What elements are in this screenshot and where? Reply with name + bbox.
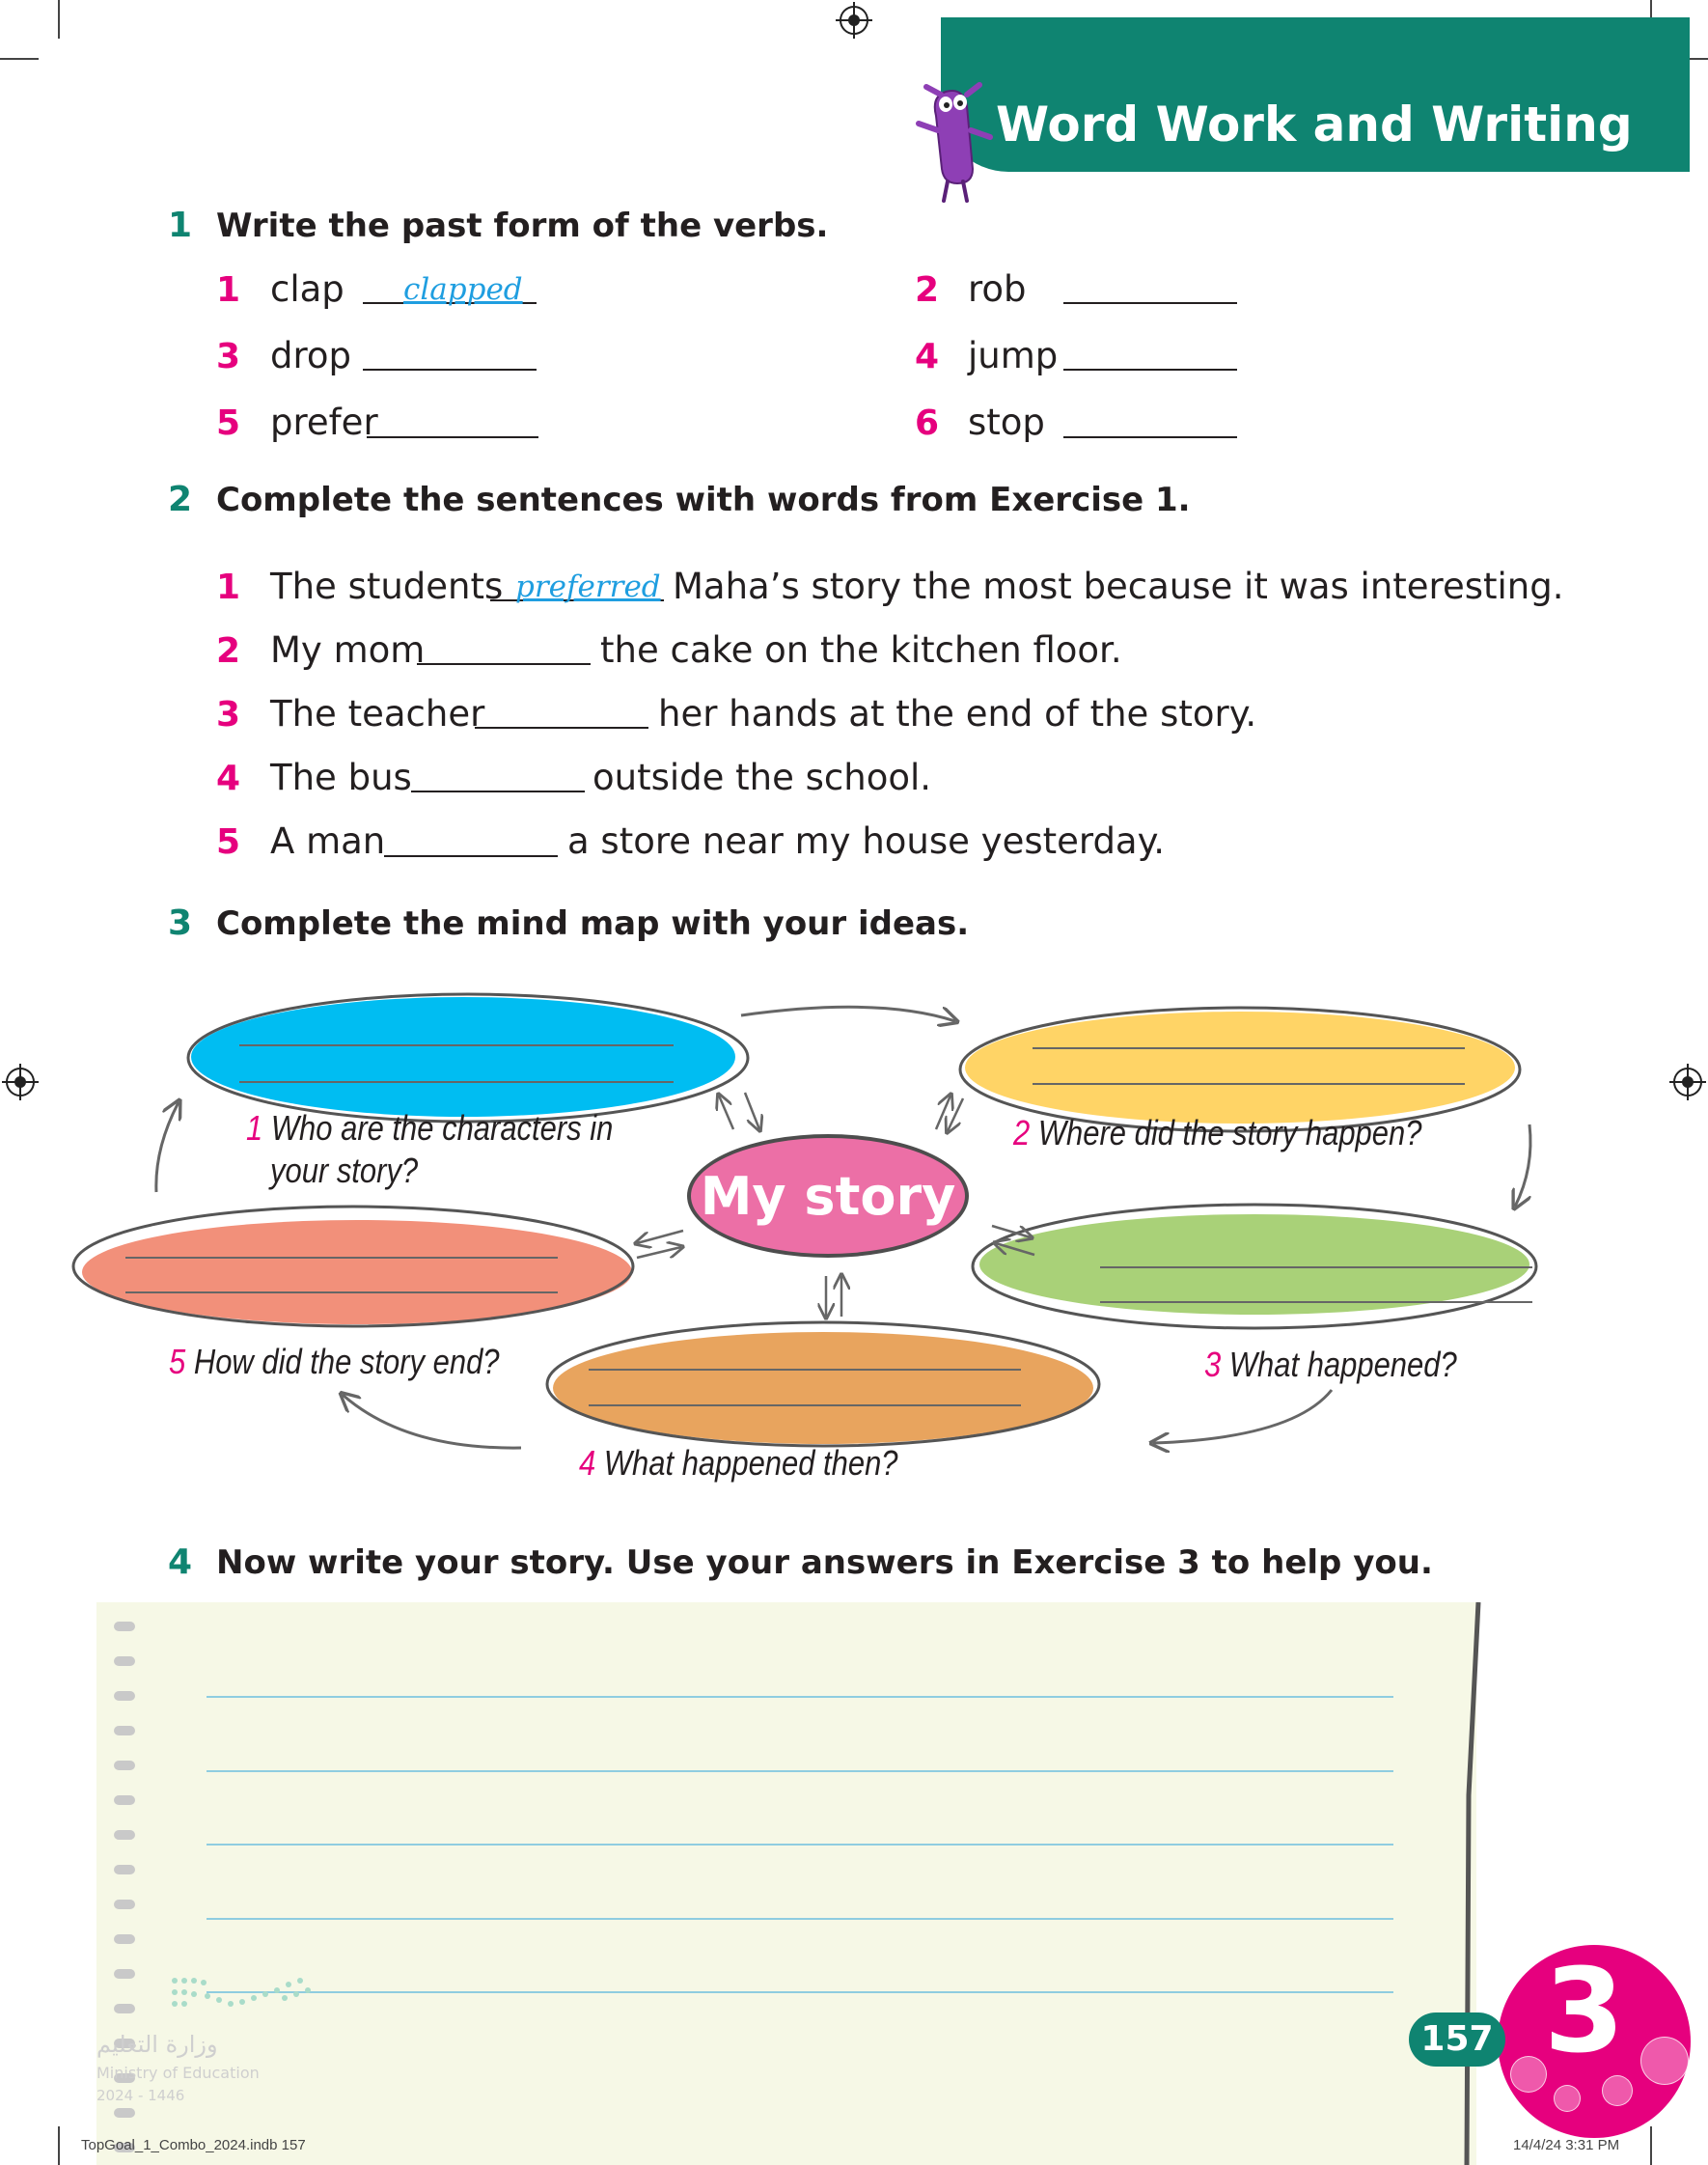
mascot-icon: [907, 77, 1004, 208]
prompt-text: What happened?: [1228, 1345, 1457, 1384]
mind-map-write-line[interactable]: [589, 1369, 1021, 1371]
mind-map-bubble-1: [191, 997, 735, 1117]
mind-map-write-line[interactable]: [1100, 1301, 1532, 1303]
mind-map-write-line[interactable]: [239, 1081, 674, 1083]
answer-blank[interactable]: [411, 791, 585, 792]
mind-map-center: [687, 1134, 969, 1258]
verb: clap: [270, 268, 344, 310]
verb: jump: [968, 335, 1059, 376]
item-number: 3: [216, 337, 241, 376]
prompt-number: 2: [1013, 1113, 1031, 1152]
prompt-text: Who are the characters in: [270, 1108, 614, 1148]
sentence-start: A man: [270, 820, 386, 862]
notebook-ring: [114, 2004, 135, 2013]
mind-map-write-line[interactable]: [1100, 1266, 1532, 1268]
mind-map-write-line[interactable]: [125, 1257, 558, 1259]
exercise-instruction: Complete the sentences with words from Exercise 1.: [216, 481, 1191, 519]
answer-blank[interactable]: [1063, 302, 1237, 304]
crop-mark: [58, 2126, 60, 2165]
ministry-logo-year: 2024 - 1446: [96, 2087, 185, 2104]
mind-map-prompt-4: [579, 1443, 898, 1484]
registration-mark: [6, 1068, 35, 1096]
mind-map-write-line[interactable]: [1033, 1047, 1465, 1049]
registration-mark: [840, 6, 868, 35]
item-number: 1: [216, 568, 241, 607]
mind-map-prompt-5: [169, 1342, 500, 1382]
registration-mark: [1673, 1068, 1702, 1096]
sentence-start: My mom: [270, 629, 426, 671]
item-number: 1: [216, 270, 241, 310]
mind-map-write-line[interactable]: [239, 1044, 674, 1046]
answer-blank[interactable]: [417, 663, 591, 665]
notebook-ring: [114, 1900, 135, 1909]
answer-text: preferred: [515, 569, 661, 604]
item-number: 2: [216, 631, 241, 671]
mind-map-prompt-3: [1204, 1345, 1457, 1385]
mind-map-prompt-1: [246, 1108, 613, 1149]
sentence-end: a store near my house yesterday.: [567, 820, 1165, 862]
prompt-text: Where did the story happen?: [1037, 1113, 1422, 1152]
item-number: 6: [915, 403, 940, 443]
notebook-ring: [114, 1726, 135, 1735]
verb: stop: [968, 402, 1045, 443]
item-number: 4: [915, 337, 940, 376]
page-title: Word Work and Writing: [996, 97, 1633, 153]
mind-map-write-line[interactable]: [1033, 1083, 1465, 1085]
ministry-logo-arabic: وزارة التعليم: [96, 2031, 218, 2058]
decorative-bubble: [1640, 2037, 1689, 2085]
exercise-instruction: Now write your story. Use your answers in Exercise 3 to help you.: [216, 1543, 1433, 1582]
item-number: 2: [915, 270, 940, 310]
notebook-ring: [114, 1761, 135, 1770]
footer-file: TopGoal_1_Combo_2024.indb 157: [81, 2137, 306, 2153]
mind-map-bubble-4: [553, 1332, 1093, 1444]
writing-line[interactable]: [207, 1918, 1393, 1920]
prompt-text: What happened then?: [603, 1443, 898, 1483]
answer-blank[interactable]: [475, 727, 648, 729]
exercise-number: 2: [168, 480, 193, 519]
answer-blank[interactable]: [1063, 436, 1237, 438]
answer-text: clapped: [403, 272, 523, 307]
item-number: 3: [216, 695, 241, 735]
sentence-end: her hands at the end of the story.: [658, 693, 1257, 735]
writing-line[interactable]: [207, 1696, 1393, 1698]
answer-blank[interactable]: [1063, 369, 1237, 371]
prompt-text: How did the story end?: [193, 1342, 500, 1381]
item-number: 4: [216, 759, 241, 798]
mind-map-bubble-2: [965, 1012, 1515, 1124]
crop-mark: [58, 0, 60, 39]
decorative-bubble: [1510, 2056, 1547, 2093]
notebook-ring: [114, 1656, 135, 1666]
verb: rob: [968, 268, 1027, 310]
footer-date: 14/4/24 3:31 PM: [1513, 2137, 1620, 2153]
decorative-bubble: [1554, 2085, 1581, 2112]
unit-number: 3: [1544, 1945, 1625, 2079]
verb: drop: [270, 335, 352, 376]
sentence-end: the cake on the kitchen floor.: [600, 629, 1122, 671]
sentence-start: The students: [270, 566, 504, 607]
notebook-ring: [114, 2108, 135, 2118]
prompt-number: 5: [169, 1342, 186, 1381]
sentence-end: Maha’s story the most because it was interesting.: [673, 566, 1564, 607]
notebook-ring: [114, 1865, 135, 1874]
sentence-start: The bus: [270, 757, 412, 798]
answer-blank[interactable]: [384, 855, 558, 857]
exercise-number: 4: [168, 1542, 193, 1582]
prompt-number: 1: [246, 1108, 263, 1148]
exercise-number: 1: [168, 206, 193, 245]
crop-mark: [1650, 2126, 1652, 2165]
mind-map-bubble-3: [979, 1214, 1529, 1315]
mind-map-write-line[interactable]: [125, 1291, 558, 1293]
mind-map-write-line[interactable]: [589, 1404, 1021, 1406]
mind-map-prompt-2: [1013, 1113, 1421, 1153]
answer-blank[interactable]: [363, 369, 537, 371]
sentence-end: outside the school.: [592, 757, 932, 798]
exercise-instruction: Complete the mind map with your ideas.: [216, 904, 970, 943]
ministry-logo-english: Ministry of Education: [96, 2064, 260, 2082]
mind-map-center-label: My story: [700, 1165, 956, 1227]
answer-blank[interactable]: [367, 436, 538, 438]
item-number: 5: [216, 403, 241, 443]
paper-shadow: [1457, 1602, 1486, 2165]
notebook-ring: [114, 1691, 135, 1701]
prompt-text: your story?: [270, 1151, 419, 1190]
writing-line[interactable]: [207, 1844, 1393, 1846]
decorative-bubble: [1602, 2075, 1633, 2106]
notebook-ring: [114, 1969, 135, 1979]
prompt-number: 4: [579, 1443, 596, 1483]
item-number: 5: [216, 822, 241, 862]
sentence-start: The teacher: [270, 693, 485, 735]
exercise-number: 3: [168, 903, 193, 943]
verb: prefer: [270, 402, 378, 443]
writing-line[interactable]: [207, 1991, 1393, 1993]
notebook-ring: [114, 1622, 135, 1631]
writing-paper[interactable]: [96, 1602, 1476, 2165]
notebook-ring: [114, 1934, 135, 1944]
crop-mark: [0, 58, 39, 60]
writing-line[interactable]: [207, 1770, 1393, 1772]
exercise-instruction: Write the past form of the verbs.: [216, 207, 829, 245]
prompt-number: 3: [1204, 1345, 1222, 1384]
ministry-logo-icon: [169, 1975, 314, 2013]
notebook-ring: [114, 1795, 135, 1805]
notebook-ring: [114, 1830, 135, 1840]
mind-map-prompt-1-cont: [270, 1151, 418, 1191]
page-number: 157: [1409, 2012, 1505, 2067]
